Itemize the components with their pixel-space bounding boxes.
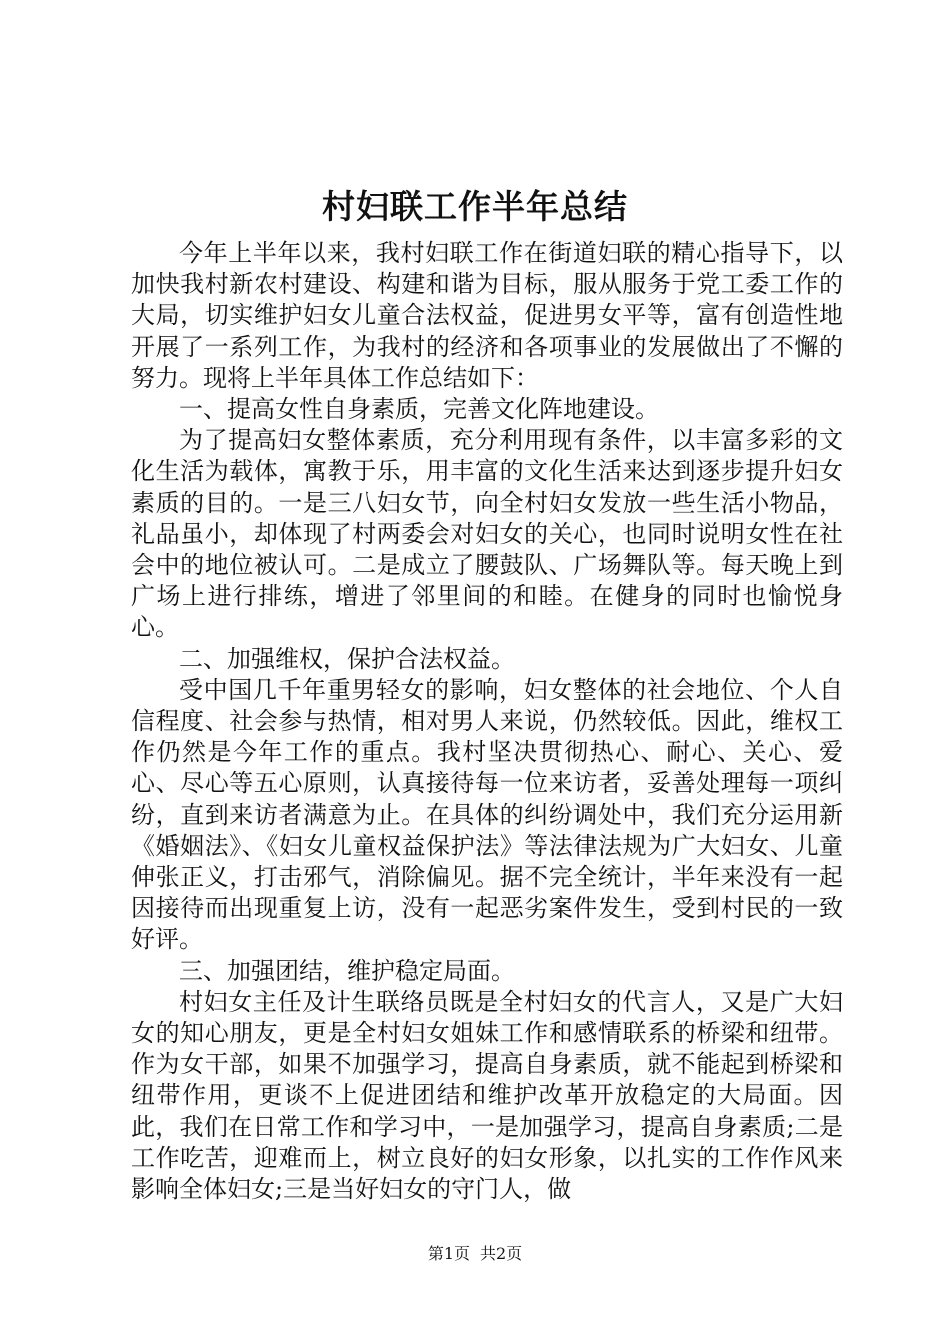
paragraph-section-1: 为了提高妇女整体素质，充分利用现有条件，以丰富多彩的文化生活为载体，寓教于乐，用丰富的文化生活来达到逐步提升妇女素质的目的。一是三八妇女节，向全村妇女发放一些生活小物品，礼品虽小，却体现了村两委会对妇女的关心，也同时说明女性在社会中的地位被认可。二是成立了腰鼓队、广场舞队等。每天晚上到广场上进行排练，增进了邻里间的和睦。在健身的同时也愉悦身心。	[131, 426, 843, 642]
section-heading-1: 一、提高女性自身素质，完善文化阵地建设。	[179, 395, 659, 424]
document-body	[131, 238, 843, 1205]
section-heading-2: 二、加强维权，保护合法权益。	[179, 644, 515, 673]
section-heading-3: 三、加强团结，维护稳定局面。	[179, 956, 515, 985]
page-number-total: 共2页	[480, 1244, 523, 1263]
paragraph-section-2: 受中国几千年重男轻女的影响，妇女整体的社会地位、个人自信程度、社会参与热情，相对男人来说，仍然较低。因此，维权工作仍然是今年工作的重点。我村坚决贯彻热心、耐心、关心、爱心、尽心等五心原则，认真接待每一位来访者，妥善处理每一项纠纷，直到来访者满意为止。在具体的纠纷调处中，我们充分运用新《婚姻法》、《妇女儿童权益保护法》等法律法规为广大妇女、儿童伸张正义，打击邪气，消除偏见。据不完全统计，半年来没有一起因接待而出现重复上访，没有一起恶劣案件发生，受到村民的一致好评。	[131, 675, 843, 954]
paragraph-section-3: 村妇女主任及计生联络员既是全村妇女的代言人，又是广大妇女的知心朋友，更是全村妇女姐妹工作和感情联系的桥梁和纽带。作为女干部，如果不加强学习，提高自身素质，就不能起到桥梁和纽带作用，更谈不上促进团结和维护改革开放稳定的大局面。因此，我们在日常工作和学习中，一是加强学习，提高自身素质;二是工作吃苦，迎难而上，树立良好的妇女形象，以扎实的工作作风来影响全体妇女;三是当好妇女的守门人，做	[131, 987, 843, 1204]
paragraph-intro: 今年上半年以来，我村妇联工作在街道妇联的精心指导下，以加快我村新农村建设、构建和谐为目标，服从服务于党工委工作的大局，切实维护妇女儿童合法权益，促进男女平等，富有创造性地开展了一系列工作，为我村的经济和各项事业的发展做出了不懈的努力。现将上半年具体工作总结如下：	[131, 239, 843, 392]
document-title: 村妇联工作半年总结	[322, 187, 628, 226]
page-number-current: 第1页	[427, 1244, 470, 1263]
page-footer	[0, 1243, 950, 1265]
